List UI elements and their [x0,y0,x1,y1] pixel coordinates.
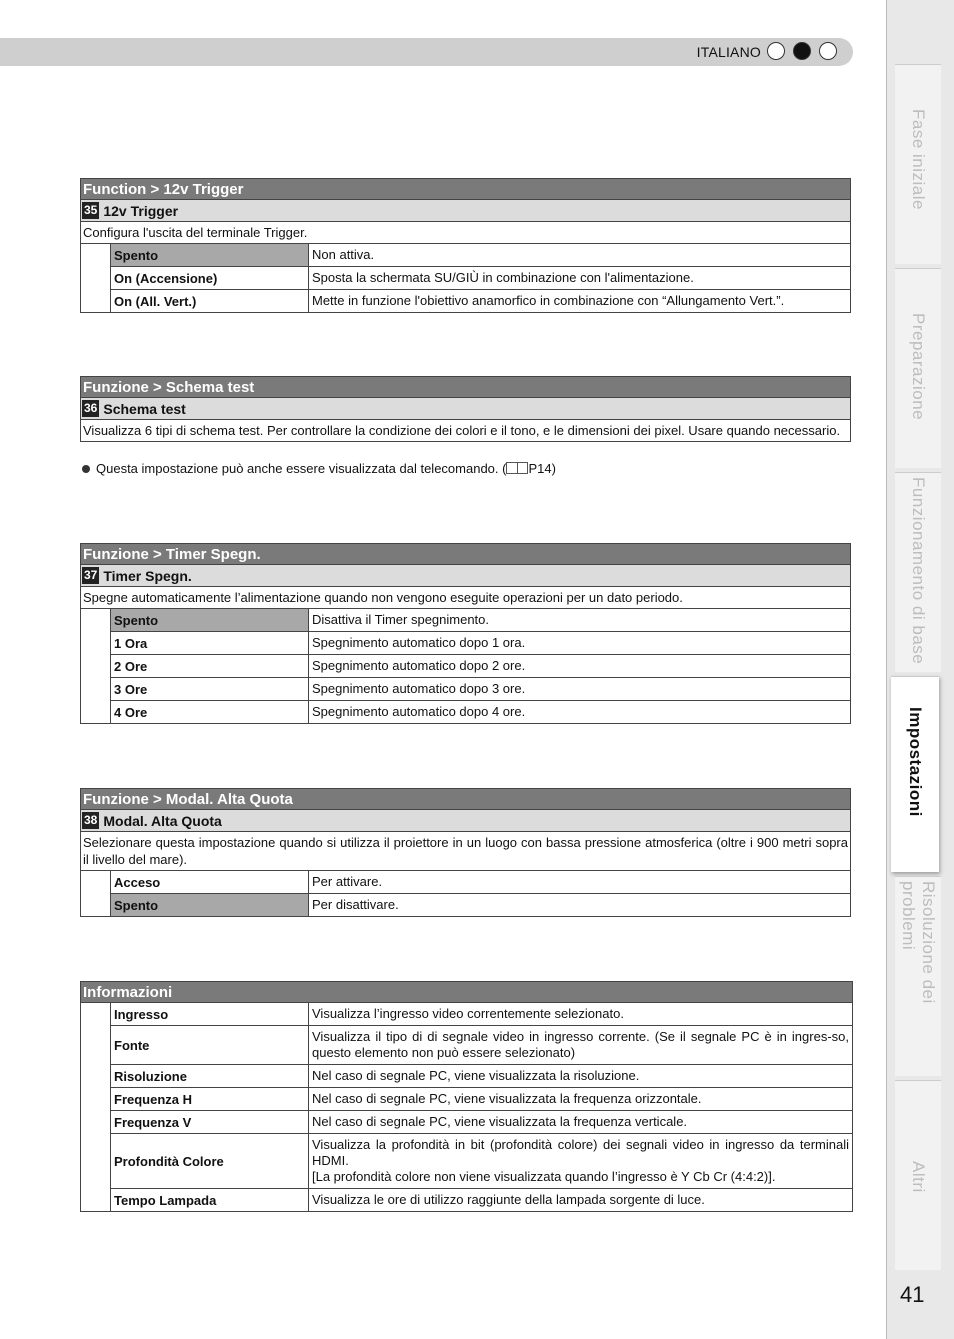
option-text: Spegnimento automatico dopo 3 ore. [312,681,526,696]
option-text: Nel caso di segnale PC, viene visualizzata la risoluzione. [312,1068,640,1083]
option-text: Per disattivare. [312,897,399,912]
option-text: Nel caso di segnale PC, viene visualizzata la frequenza verticale. [312,1114,688,1129]
tab-label: Preparazione [909,313,928,421]
indicator-circle-2 [793,42,811,60]
subtitle-text: Modal. Alta Quota [103,812,222,829]
indicator-circle-3 [819,42,837,60]
option-label: Frequenza V [111,1111,309,1133]
table-row [111,1026,852,1065]
option-text: Mette in funzione l'obiettivo anamorfico in combinazione con “Allungamento Vert.”. [312,293,785,308]
option-text-line: [La profondità colore non viene visualizzata quando l’ingresso è Y Cb Cr (4:4:2)]. [312,1169,776,1184]
note [82,461,556,476]
option-label: Spento [111,609,309,631]
tab-impostazioni[interactable] [891,676,939,872]
option-text: Spegnimento automatico dopo 2 ore. [312,658,526,673]
tab-funzionamento-di-base[interactable] [895,472,941,672]
option-text: Per attivare. [312,874,383,889]
option-label: Fonte [111,1026,309,1064]
option-text: Spegnimento automatico dopo 4 ore. [312,704,526,719]
subtitle-text: Timer Spegn. [103,567,192,584]
option-label: Frequenza H [111,1088,309,1110]
option-text-line: Visualizza la profondità in bit (profondità colore) dei segnali video in ingresso da terminali HDMI. [312,1137,849,1168]
section-description: Selezionare questa impostazione quando si utilizza il proiettore in un luogo con bassa pressione atmosferica (oltre i 900 metri sopra il livello del mare). [80,832,851,871]
tab-preparazione[interactable] [895,268,941,468]
item-number: 38 [84,813,98,827]
option-label: Spento [111,244,309,266]
options-table [80,871,851,917]
section-description: Visualizza 6 tipi di schema test. Per controllare la condizione dei colori e il tono, e le dimensioni dei pixel. Usare quando necessario. [80,420,851,442]
option-text: Visualizza il tipo di di segnale video in ingresso corrente. (Se il segnale PC è in ingres-so, questo elemento non può essere selezionato) [312,1029,849,1060]
table-row [111,632,850,655]
note-text: Questa impostazione può anche essere visualizzata dal telecomando. ( [96,461,507,476]
section-12v-trigger [80,178,851,313]
option-text: Visualizza le ore di utilizzo raggiunte della lampada sorgente di luce. [312,1192,705,1207]
subtitle-text: 12v Trigger [103,202,179,219]
option-label: Tempo Lampada [111,1189,309,1211]
options-table [80,609,851,724]
option-text: Non attiva. [312,247,375,262]
option-label: 4 Ore [111,701,309,723]
indicator-circle-1 [767,42,785,60]
option-text: Visualizza l’ingresso video correntemente selezionato. [312,1006,624,1021]
note-page-ref: P14) [528,461,556,476]
section-subtitle [80,398,851,420]
section-subtitle [80,200,851,222]
tab-risoluzione-dei-problemi[interactable] [895,876,941,1076]
section-description: Spegne automaticamente l’alimentazione quando non vengono eseguite operazioni per un dato periodo. [80,587,851,609]
section-timer-spegn [80,543,851,724]
table-row [111,1111,852,1134]
section-title: Function > 12v Trigger [80,178,851,200]
section-title: Funzione > Schema test [80,376,851,398]
option-label: 3 Ore [111,678,309,700]
option-label: Acceso [111,871,309,893]
options-table [80,244,851,313]
table-row [111,655,850,678]
chapter-sidebar [886,0,954,1339]
section-description: Configura l'uscita del terminale Trigger. [80,222,851,244]
section-subtitle [80,810,851,832]
section-schema-test [80,376,851,442]
section-title: Informazioni [80,981,853,1003]
option-label: 1 Ora [111,632,309,654]
option-label: On (All. Vert.) [111,290,309,312]
section-modal-alta-quota [80,788,851,917]
table-row [111,871,850,894]
section-subtitle [80,565,851,587]
option-label: On (Accensione) [111,267,309,289]
option-text [309,1134,852,1188]
table-row [111,894,850,916]
table-row [111,1088,852,1111]
language-label: ITALIANO [696,44,761,60]
option-label: Risoluzione [111,1065,309,1087]
header-bar [0,38,853,66]
item-number: 36 [84,401,98,415]
table-row [111,1065,852,1088]
option-label: 2 Ore [111,655,309,677]
table-row [111,609,850,632]
option-text: Sposta la schermata SU/GIÙ in combinazione con l'alimentazione. [312,270,694,285]
bullet-icon [82,465,90,473]
tab-label: Impostazioni [906,707,925,817]
option-text: Spegnimento automatico dopo 1 ora. [312,635,526,650]
table-row [111,701,850,723]
item-number: 35 [84,203,98,217]
option-text: Nel caso di segnale PC, viene visualizzata la frequenza orizzontale. [312,1091,702,1106]
option-label: Ingresso [111,1003,309,1025]
table-row [111,244,850,267]
item-number: 37 [84,568,98,582]
tab-label: Risoluzione dei problemi [899,881,938,1004]
table-row [111,678,850,701]
option-label: Profondità Colore [111,1134,309,1188]
options-table [80,1003,853,1212]
tab-label: Fase iniziale [909,109,928,210]
section-title: Funzione > Timer Spegn. [80,543,851,565]
table-row [111,1134,852,1189]
subtitle-text: Schema test [103,400,186,417]
table-row [111,1189,852,1211]
option-label: Spento [111,894,309,916]
table-row [111,267,850,290]
tab-label: Altri [909,1161,928,1193]
option-text: Disattiva il Timer spegnimento. [312,612,490,627]
section-title: Funzione > Modal. Alta Quota [80,788,851,810]
table-row [111,1003,852,1026]
tab-label: Funzionamento di base [909,477,928,665]
tab-altri[interactable] [895,1080,941,1270]
book-icon [506,462,528,474]
section-informazioni [80,981,853,1212]
tab-fase-iniziale[interactable] [895,64,941,264]
table-row [111,290,850,312]
page-number: 41 [900,1282,925,1307]
